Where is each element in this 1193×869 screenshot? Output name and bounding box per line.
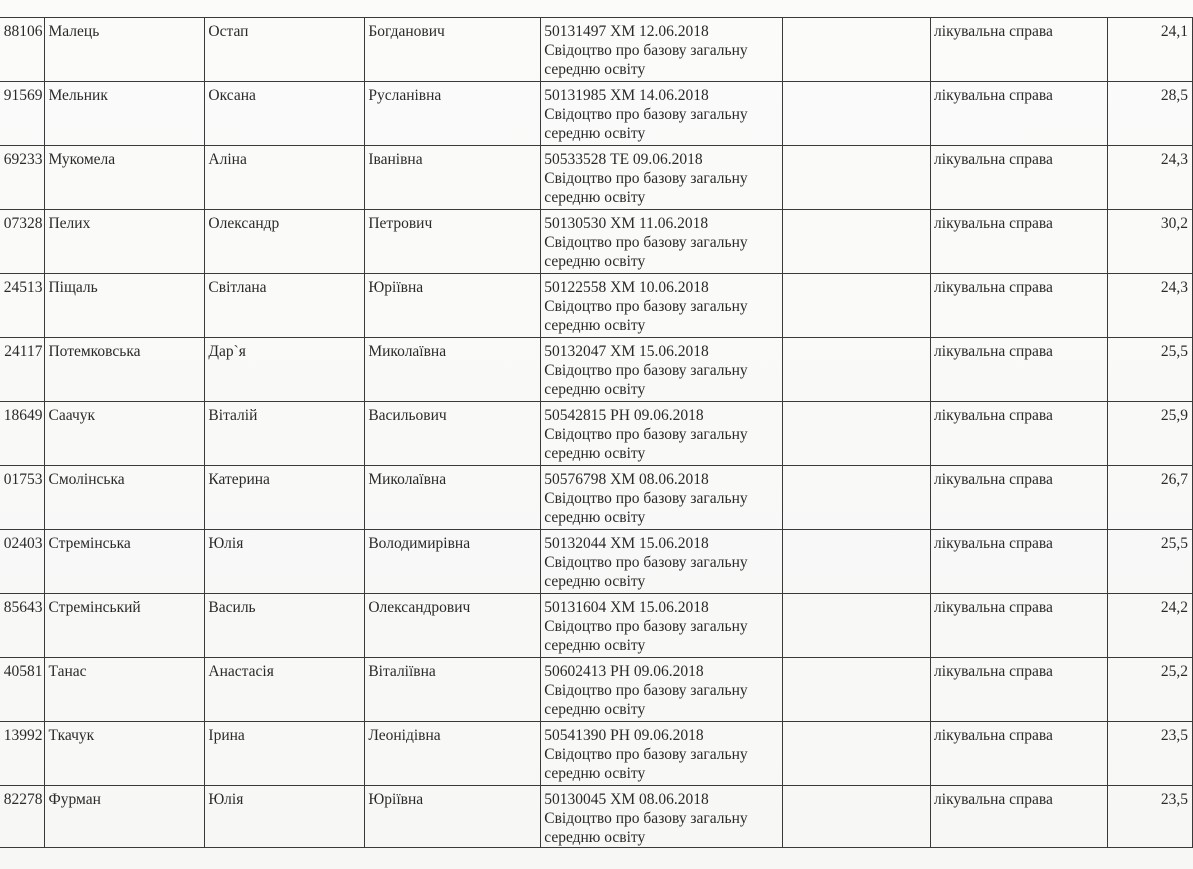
score: 23,5 [1160, 791, 1188, 808]
first-name: Оксана [208, 87, 256, 104]
blank-cell [783, 658, 931, 722]
score: 24,2 [1160, 599, 1188, 616]
table-row [0, 466, 1193, 530]
surname-cell [45, 274, 205, 338]
document-cell [541, 146, 783, 210]
score: 24,3 [1160, 151, 1188, 168]
patronymic-cell [365, 338, 541, 402]
patronymic: Васильович [368, 407, 447, 424]
first-name-cell [205, 146, 365, 210]
specialty-cell [931, 530, 1108, 594]
surname-cell [45, 466, 205, 530]
applicant-id-cell [0, 594, 45, 658]
applicant-id: 18649 [3, 407, 43, 424]
table-row [0, 722, 1193, 786]
score: 24,1 [1160, 23, 1188, 40]
document-type-line-2: середню освіту [544, 317, 646, 334]
specialty: лікувальна справа [934, 471, 1053, 488]
blank-cell [783, 402, 931, 466]
table-row [0, 338, 1193, 402]
surname: Саачук [48, 407, 96, 424]
score: 25,2 [1160, 663, 1188, 680]
score-cell [1107, 210, 1192, 274]
applicant-id: 02403 [3, 535, 43, 552]
document-number: 50131497 ХМ 12.06.2018 [544, 23, 709, 40]
patronymic-cell [365, 402, 541, 466]
specialty: лікувальна справа [934, 791, 1053, 808]
first-name: Віталій [208, 407, 258, 424]
blank-cell [783, 466, 931, 530]
first-name-cell [205, 18, 365, 82]
applicant-id-cell [0, 338, 45, 402]
first-name: Світлана [208, 279, 267, 296]
table-row [0, 402, 1193, 466]
score-cell [1107, 786, 1192, 848]
patronymic-cell [365, 466, 541, 530]
document-cell [541, 658, 783, 722]
first-name: Дар`я [208, 343, 246, 360]
applicant-id-cell [0, 530, 45, 594]
surname: Мельник [48, 87, 108, 104]
first-name-cell [205, 210, 365, 274]
surname-cell [45, 210, 205, 274]
specialty: лікувальна справа [934, 407, 1053, 424]
document-number: 50122558 ХМ 10.06.2018 [544, 279, 709, 296]
score: 28,5 [1160, 87, 1188, 104]
document-type-line-2: середню освіту [544, 573, 646, 590]
patronymic: Віталіївна [368, 663, 436, 680]
document-type-line-2: середню освіту [544, 765, 646, 782]
first-name-cell [205, 402, 365, 466]
document-type-line-2: середню освіту [544, 701, 646, 718]
score: 23,5 [1160, 727, 1188, 744]
specialty-cell [931, 274, 1108, 338]
score-cell [1107, 82, 1192, 146]
patronymic: Миколаївна [368, 471, 447, 488]
surname: Танас [48, 663, 87, 680]
table-row [0, 274, 1193, 338]
applicant-id: 40581 [3, 663, 43, 680]
applicant-id: 07328 [3, 215, 43, 232]
score: 26,7 [1160, 471, 1188, 488]
specialty-cell [931, 18, 1108, 82]
patronymic: Олександрович [368, 599, 471, 616]
specialty-cell [931, 594, 1108, 658]
surname: Стремінський [48, 599, 141, 616]
document-cell [541, 18, 783, 82]
specialty-cell [931, 210, 1108, 274]
document-type-line-1: Свідоцтво про базову загальну [544, 554, 748, 571]
surname: Потемковська [48, 343, 141, 360]
applicant-id-cell [0, 722, 45, 786]
document-type-line-1: Свідоцтво про базову загальну [544, 106, 748, 123]
specialty-cell [931, 466, 1108, 530]
patronymic: Петрович [368, 215, 433, 232]
table-row [0, 82, 1193, 146]
applicant-id: 91569 [3, 87, 43, 104]
document-cell [541, 722, 783, 786]
specialty: лікувальна справа [934, 23, 1053, 40]
score-cell [1107, 18, 1192, 82]
document-type-line-1: Свідоцтво про базову загальну [544, 426, 748, 443]
surname-cell [45, 594, 205, 658]
surname-cell [45, 786, 205, 848]
score-cell [1107, 722, 1192, 786]
patronymic-cell [365, 146, 541, 210]
patronymic-cell [365, 594, 541, 658]
blank-cell [783, 722, 931, 786]
patronymic-cell [365, 18, 541, 82]
document-type-line-2: середню освіту [544, 445, 646, 462]
score: 25,9 [1160, 407, 1188, 424]
blank-cell [783, 594, 931, 658]
document-type-line-1: Свідоцтво про базову загальну [544, 746, 748, 763]
applicant-id-cell [0, 82, 45, 146]
applicant-id-cell [0, 210, 45, 274]
specialty: лікувальна справа [934, 87, 1053, 104]
surname: Стремінська [48, 535, 131, 552]
first-name-cell [205, 786, 365, 848]
score: 24,3 [1160, 279, 1188, 296]
document-cell [541, 594, 783, 658]
document-type-line-1: Свідоцтво про базову загальну [544, 42, 748, 59]
first-name: Юлія [208, 791, 244, 808]
score-cell [1107, 658, 1192, 722]
document-type-line-1: Свідоцтво про базову загальну [544, 298, 748, 315]
score-cell [1107, 338, 1192, 402]
blank-cell [783, 210, 931, 274]
document-cell [541, 530, 783, 594]
first-name-cell [205, 82, 365, 146]
document-cell [541, 82, 783, 146]
applicant-id: 13992 [3, 727, 43, 744]
first-name-cell [205, 466, 365, 530]
surname: Піщаль [48, 279, 98, 296]
table-row [0, 658, 1193, 722]
surname: Фурман [48, 791, 101, 808]
patronymic: Володимирівна [368, 535, 471, 552]
patronymic: Богданович [368, 23, 445, 40]
document-number: 50541390 РН 09.06.2018 [544, 727, 704, 744]
applicant-id-cell [0, 402, 45, 466]
document-type-line-1: Свідоцтво про базову загальну [544, 234, 748, 251]
document-type-line-2: середню освіту [544, 637, 646, 654]
document-number: 50131604 ХМ 15.06.2018 [544, 599, 709, 616]
specialty-cell [931, 722, 1108, 786]
applicant-id: 01753 [3, 471, 43, 488]
surname: Мукомела [48, 151, 116, 168]
surname-cell [45, 658, 205, 722]
patronymic: Леонідівна [368, 727, 441, 744]
table-row [0, 530, 1193, 594]
patronymic-cell [365, 658, 541, 722]
document-type-line-1: Свідоцтво про базову загальну [544, 810, 748, 827]
document-type-line-2: середню освіту [544, 509, 646, 526]
document-number: 50602413 РН 09.06.2018 [544, 663, 704, 680]
first-name: Олександр [208, 215, 280, 232]
applicant-id: 85643 [3, 599, 43, 616]
table-row [0, 594, 1193, 658]
specialty: лікувальна справа [934, 279, 1053, 296]
patronymic: Русланівна [368, 87, 442, 104]
specialty-cell [931, 338, 1108, 402]
specialty: лікувальна справа [934, 663, 1053, 680]
specialty: лікувальна справа [934, 215, 1053, 232]
applicants-table [0, 17, 1193, 848]
patronymic-cell [365, 210, 541, 274]
document-cell [541, 274, 783, 338]
table-body [0, 18, 1193, 848]
document-type-line-2: середню освіту [544, 253, 646, 270]
specialty: лікувальна справа [934, 151, 1053, 168]
specialty-cell [931, 786, 1108, 848]
table-row [0, 786, 1193, 848]
document-type-line-1: Свідоцтво про базову загальну [544, 362, 748, 379]
applicant-id-cell [0, 18, 45, 82]
first-name-cell [205, 338, 365, 402]
score-cell [1107, 146, 1192, 210]
surname-cell [45, 338, 205, 402]
patronymic-cell [365, 530, 541, 594]
score-cell [1107, 466, 1192, 530]
score-cell [1107, 402, 1192, 466]
table-row [0, 18, 1193, 82]
first-name-cell [205, 594, 365, 658]
first-name-cell [205, 658, 365, 722]
document-number: 50131985 ХМ 14.06.2018 [544, 87, 709, 104]
score: 25,5 [1160, 343, 1188, 360]
first-name-cell [205, 722, 365, 786]
patronymic-cell [365, 82, 541, 146]
patronymic-cell [365, 786, 541, 848]
applicant-id: 82278 [3, 791, 43, 808]
document-number: 50132044 ХМ 15.06.2018 [544, 535, 709, 552]
document-type-line-2: середню освіту [544, 61, 646, 78]
specialty: лікувальна справа [934, 535, 1053, 552]
document-number: 50130530 ХМ 11.06.2018 [544, 215, 709, 232]
first-name: Ірина [208, 727, 245, 744]
surname-cell [45, 146, 205, 210]
applicant-id-cell [0, 146, 45, 210]
blank-cell [783, 338, 931, 402]
patronymic: Юріївна [368, 791, 424, 808]
applicant-id-cell [0, 466, 45, 530]
patronymic: Іванівна [368, 151, 423, 168]
document-type-line-1: Свідоцтво про базову загальну [544, 490, 748, 507]
document-type-line-2: середню освіту [544, 381, 646, 398]
patronymic: Миколаївна [368, 343, 447, 360]
first-name: Юлія [208, 535, 244, 552]
document-type-line-1: Свідоцтво про базову загальну [544, 618, 748, 635]
score-cell [1107, 594, 1192, 658]
blank-cell [783, 18, 931, 82]
specialty-cell [931, 146, 1108, 210]
surname: Смолінська [48, 471, 125, 488]
specialty-cell [931, 658, 1108, 722]
document-cell [541, 786, 783, 848]
first-name-cell [205, 274, 365, 338]
blank-cell [783, 146, 931, 210]
table-row [0, 210, 1193, 274]
first-name: Аліна [208, 151, 247, 168]
document-number: 50130045 ХМ 08.06.2018 [544, 791, 709, 808]
first-name: Анастасія [208, 663, 274, 680]
patronymic-cell [365, 722, 541, 786]
applicant-id-cell [0, 658, 45, 722]
first-name: Катерина [208, 471, 270, 488]
score: 30,2 [1160, 215, 1188, 232]
surname-cell [45, 402, 205, 466]
surname: Малець [48, 23, 100, 40]
applicant-id: 88106 [3, 23, 43, 40]
specialty: лікувальна справа [934, 599, 1053, 616]
applicant-id-cell [0, 274, 45, 338]
applicant-id: 24513 [3, 279, 43, 296]
document-cell [541, 402, 783, 466]
patronymic-cell [365, 274, 541, 338]
applicant-id: 69233 [3, 151, 43, 168]
surname-cell [45, 82, 205, 146]
document-type-line-2: середню освіту [544, 829, 646, 846]
specialty: лікувальна справа [934, 727, 1053, 744]
first-name-cell [205, 530, 365, 594]
surname: Пелих [48, 215, 91, 232]
score: 25,5 [1160, 535, 1188, 552]
patronymic: Юріївна [368, 279, 424, 296]
first-name: Василь [208, 599, 256, 616]
document-type-line-1: Свідоцтво про базову загальну [544, 170, 748, 187]
score-cell [1107, 274, 1192, 338]
specialty-cell [931, 82, 1108, 146]
blank-cell [783, 530, 931, 594]
applicant-id-cell [0, 786, 45, 848]
document-number: 50542815 РН 09.06.2018 [544, 407, 704, 424]
document-cell [541, 338, 783, 402]
document-cell [541, 210, 783, 274]
first-name: Остап [208, 23, 249, 40]
document-cell [541, 466, 783, 530]
document-type-line-2: середню освіту [544, 125, 646, 142]
surname-cell [45, 18, 205, 82]
surname-cell [45, 722, 205, 786]
applicant-id: 24117 [4, 343, 43, 360]
document-type-line-2: середню освіту [544, 189, 646, 206]
blank-cell [783, 274, 931, 338]
document-type-line-1: Свідоцтво про базову загальну [544, 682, 748, 699]
score-cell [1107, 530, 1192, 594]
surname-cell [45, 530, 205, 594]
document-number: 50576798 ХМ 08.06.2018 [544, 471, 709, 488]
specialty-cell [931, 402, 1108, 466]
document-number: 50533528 ТЕ 09.06.2018 [544, 151, 703, 168]
surname: Ткачук [48, 727, 95, 744]
specialty: лікувальна справа [934, 343, 1053, 360]
table-row [0, 146, 1193, 210]
document-number: 50132047 ХМ 15.06.2018 [544, 343, 709, 360]
blank-cell [783, 786, 931, 848]
blank-cell [783, 82, 931, 146]
